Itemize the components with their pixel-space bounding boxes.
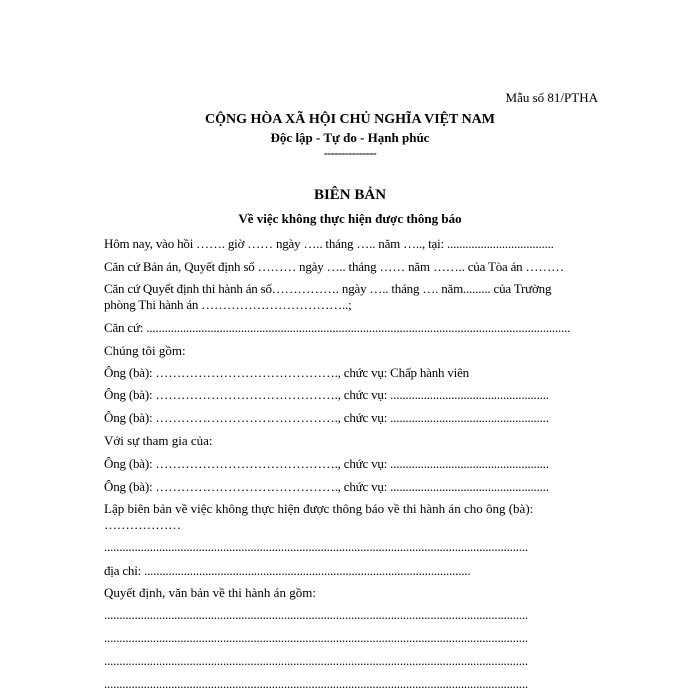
line-participant-1: Ông (bà): ……………………………………., chức vụ: Chấp hành viên [104,365,469,380]
line-attendee-1: Ông (bà): ……………………………………., chức vụ: .................................................... [104,456,549,471]
line-documents-heading: Quyết định, văn bản về thi hành án gồm: [104,585,316,600]
line-record-statement: Lập biên bản về việc không thực hiện được thông báo về thi hành án cho ông (bà): [104,501,534,516]
line-participant-3: Ông (bà): ……………………………………., chức vụ: .................................................... [104,410,549,425]
header-separator: --------------- [323,146,377,160]
line-attendee-2: Ông (bà): ……………………………………., chức vụ: .................................................... [104,479,549,494]
line-blank-1: ........................................................................................................................................... [104,539,528,554]
line-participants-heading: Chúng tôi gồm: [104,343,186,358]
line-blank-2: ........................................................................................................................................... [104,607,528,622]
line-blank-5: ........................................................................................................................................... [104,676,528,691]
national-motto: Độc lập - Tự do - Hạnh phúc [270,130,430,145]
form-code: Mẫu số 81/PTHA [505,90,598,105]
line-address: địa chỉ: ........................................................................................................... [104,563,471,578]
line-time-place: Hôm nay, vào hồi ……. giờ …… ngày ….. tháng ….. năm ….., tại: ................................... [104,236,554,251]
line-person-name: ……………… [104,517,181,532]
line-decision-basis-cont: phòng Thi hành án ……………………………..; [104,297,352,312]
line-participant-2: Ông (bà): ……………………………………., chức vụ: .................................................... [104,387,549,402]
document-title: BIÊN BẢN [313,187,387,203]
document-subtitle: Về việc không thực hiện được thông báo [238,211,462,226]
line-blank-4: ........................................................................................................................................... [104,653,528,668]
line-decision-basis: Căn cứ Quyết định thi hành án số……………. ngày ….. tháng …. năm......... của Trường [104,281,552,296]
line-attendees-heading: Với sự tham gia của: [104,433,213,448]
line-blank-3: ........................................................................................................................................... [104,630,528,645]
line-other-basis: Căn cứ: ........................................................................................................................................... [104,320,571,335]
line-judgment-basis: Căn cứ Bản án, Quyết định số ……… ngày ….. tháng …… năm …….. của Tòa án ……… [104,259,564,274]
national-title: CỘNG HÒA XÃ HỘI CHỦ NGHĨA VIỆT NAM [204,112,495,127]
